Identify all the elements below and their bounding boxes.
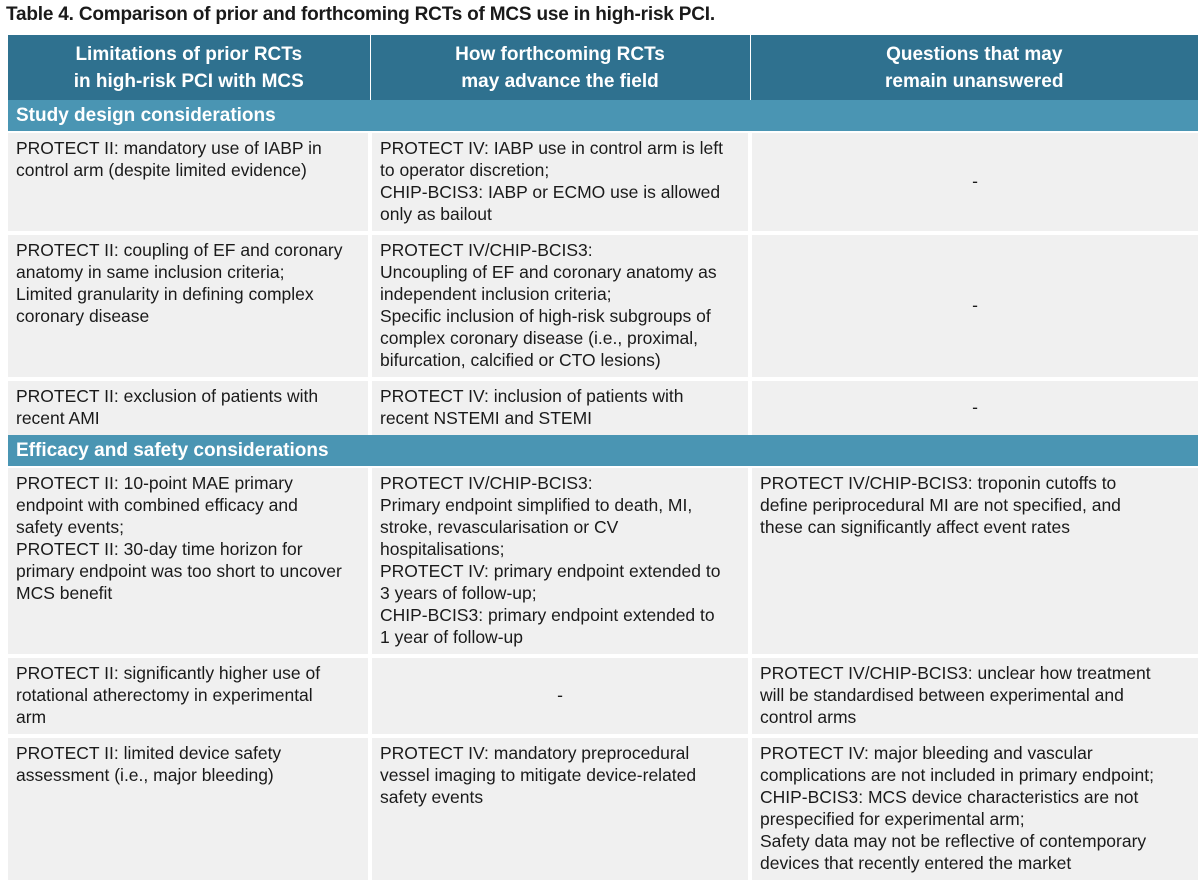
cell-advance: PROTECT IV: inclusion of patients with recent NSTEMI and STEMI bbox=[370, 379, 750, 435]
cell-unanswered: PROTECT IV: major bleeding and vascular complications are not included in primary endpoint; CHIP-BCIS3: MCS device characteristics are not prespecified for experimental arm; Safety data may not be reflective of contemporary devices that recently entered the market bbox=[750, 736, 1198, 880]
table-row bbox=[8, 656, 1198, 736]
header-text: Limitations of prior RCTs in high-risk PCI with MCS bbox=[73, 43, 304, 92]
section-row-study-design bbox=[8, 100, 1198, 132]
header-text: How forthcoming RCTs may advance the field bbox=[455, 43, 665, 92]
cell-advance: PROTECT IV/CHIP-BCIS3: Primary endpoint simplified to death, MI, stroke, revascularisation or CV hospitalisations; PROTECT IV: primary endpoint extended to 3 years of follow-up; CHIP-BCIS3: primary endpoint extended to 1 year of follow-up bbox=[370, 467, 750, 656]
cell-limitation: PROTECT II: mandatory use of IABP in control arm (despite limited evidence) bbox=[8, 132, 370, 233]
section-title: Study design considerations bbox=[8, 100, 1198, 132]
table-title: Table 4. Comparison of prior and forthcoming RCTs of MCS use in high-risk PCI. bbox=[6, 4, 715, 25]
comparison-table bbox=[8, 35, 1198, 880]
cell-limitation: PROTECT II: coupling of EF and coronary anatomy in same inclusion criteria; Limited granularity in defining complex coronary disease bbox=[8, 233, 370, 379]
section-title: Efficacy and safety considerations bbox=[8, 435, 1198, 467]
cell-unanswered: - bbox=[750, 233, 1198, 379]
table-row bbox=[8, 132, 1198, 233]
cell-advance: PROTECT IV: mandatory preprocedural vessel imaging to mitigate device-related safety events bbox=[370, 736, 750, 880]
table-row bbox=[8, 233, 1198, 379]
cell-unanswered: PROTECT IV/CHIP-BCIS3: unclear how treatment will be standardised between experimental and control arms bbox=[750, 656, 1198, 736]
header-text: Questions that may remain unanswered bbox=[885, 43, 1064, 92]
table-header-row bbox=[8, 35, 1198, 100]
header-unanswered bbox=[750, 35, 1198, 100]
table-row bbox=[8, 736, 1198, 880]
cell-limitation: PROTECT II: exclusion of patients with recent AMI bbox=[8, 379, 370, 435]
cell-limitation: PROTECT II: 10-point MAE primary endpoint with combined efficacy and safety events; PROTECT II: 30-day time horizon for primary endpoint was too short to uncover MCS benefit bbox=[8, 467, 370, 656]
table-row bbox=[8, 467, 1198, 656]
cell-limitation: PROTECT II: significantly higher use of rotational atherectomy in experimental arm bbox=[8, 656, 370, 736]
cell-limitation: PROTECT II: limited device safety assessment (i.e., major bleeding) bbox=[8, 736, 370, 880]
section-row-efficacy-safety bbox=[8, 435, 1198, 467]
header-limitations bbox=[8, 35, 370, 100]
cell-advance: PROTECT IV: IABP use in control arm is left to operator discretion; CHIP-BCIS3: IABP or ECMO use is allowed only as bailout bbox=[370, 132, 750, 233]
cell-unanswered: - bbox=[750, 379, 1198, 435]
cell-advance: PROTECT IV/CHIP-BCIS3: Uncoupling of EF and coronary anatomy as independent inclusion criteria; Specific inclusion of high-risk subgroups of complex coronary disease (i.e., proximal, bifurcation, calcified or CTO lesions) bbox=[370, 233, 750, 379]
table-row bbox=[8, 379, 1198, 435]
cell-unanswered: - bbox=[750, 132, 1198, 233]
cell-advance: - bbox=[370, 656, 750, 736]
header-advances bbox=[370, 35, 750, 100]
cell-unanswered: PROTECT IV/CHIP-BCIS3: troponin cutoffs to define periprocedural MI are not specified, and these can significantly affect event rates bbox=[750, 467, 1198, 656]
